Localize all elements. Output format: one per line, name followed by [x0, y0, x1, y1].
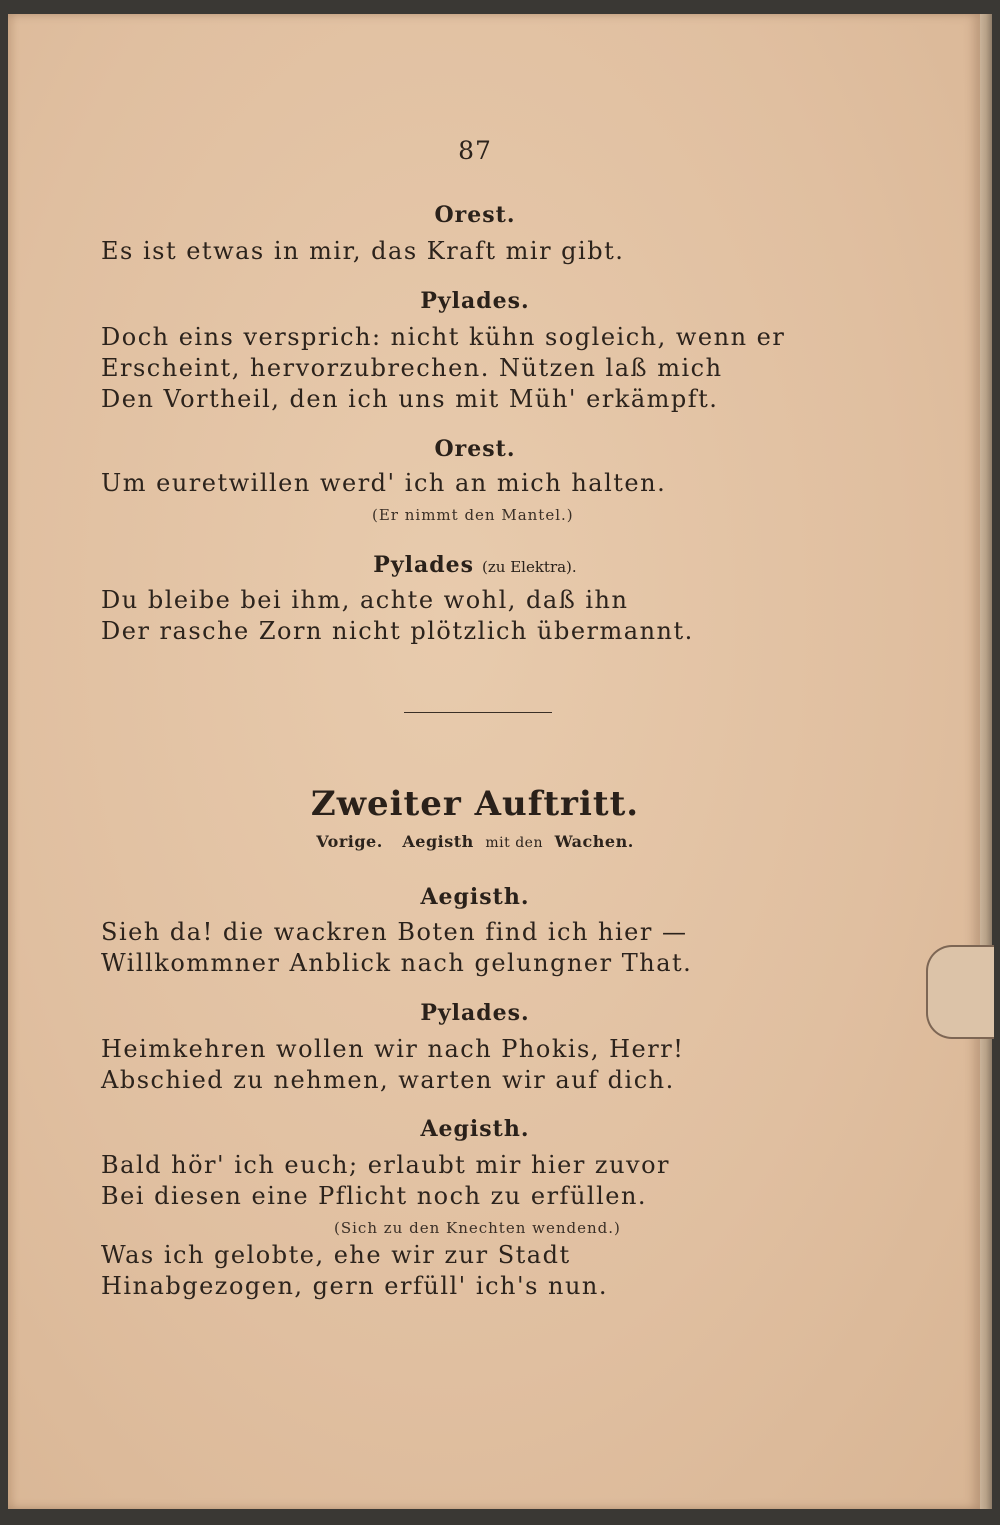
speaker-name: Pylades. [420, 1000, 530, 1026]
verse-line: Der rasche Zorn nicht plötzlich übermannt. [101, 617, 694, 645]
verse-block [101, 1240, 608, 1302]
verse-line: Heimkehren wollen wir nach Phokis, Herr! [101, 1035, 685, 1063]
verse-line: Sieh da! die wackren Boten find ich hier — [101, 918, 688, 946]
cast-connector: mit den [485, 835, 543, 851]
speaker-name: Orest. [434, 436, 516, 462]
verse-line: Du bleibe bei ihm, achte wohl, daß ihn [101, 586, 629, 614]
verse-line: Den Vortheil, den ich uns mit Müh' erkämpft. [101, 385, 719, 413]
book-page [8, 14, 980, 1509]
speaker-note: (zu Elektra). [482, 558, 577, 576]
cast-previous: Vorige. [316, 832, 383, 851]
verse-block [101, 585, 694, 647]
cast-line [8, 832, 942, 851]
speaker-name: Orest. [434, 202, 516, 228]
verse-block [101, 1150, 670, 1212]
scene-title: Zweiter Auftritt. [310, 784, 640, 824]
verse-block [101, 1034, 684, 1096]
verse-line: Erscheint, hervorzubrechen. Nützen laß mich [101, 354, 723, 382]
verse-line: Bald hör' ich euch; erlaubt mir hier zuvor [101, 1151, 671, 1179]
section-divider [404, 712, 552, 713]
cast-guards: Wachen. [554, 832, 634, 851]
verse-line: Willkommner Anblick nach gelungner That. [101, 949, 693, 977]
stage-direction: (Er nimmt den Mantel.) [372, 506, 574, 524]
verse-block [101, 468, 666, 499]
speaker-name: Aegisth. [420, 1116, 530, 1142]
speaker-line [8, 552, 942, 578]
page-edge [980, 14, 992, 1509]
verse-block [101, 236, 624, 267]
verse-line: Doch eins versprich: nicht kühn sogleich, wenn er [101, 323, 786, 351]
verse-block [101, 322, 785, 415]
verse-line: Hinabgezogen, gern erfüll' ich's nun. [101, 1272, 609, 1300]
verse-line: Um euretwillen werd' ich an mich halten. [101, 469, 667, 497]
speaker-name: Aegisth. [420, 884, 530, 910]
cast-character: Aegisth [402, 832, 474, 851]
stage-direction: (Sich zu den Knechten wendend.) [334, 1219, 621, 1237]
verse-line: Abschied zu nehmen, warten wir auf dich. [101, 1066, 675, 1094]
page-number: 87 [458, 136, 492, 165]
verse-block [101, 917, 692, 979]
verse-line: Es ist etwas in mir, das Kraft mir gibt. [101, 237, 625, 265]
speaker-name: Pylades [373, 552, 475, 578]
speaker-name: Pylades. [420, 288, 530, 314]
index-tab [926, 945, 994, 1039]
verse-line: Was ich gelobte, ehe wir zur Stadt [101, 1241, 571, 1269]
verse-line: Bei diesen eine Pflicht noch zu erfüllen. [101, 1182, 648, 1210]
